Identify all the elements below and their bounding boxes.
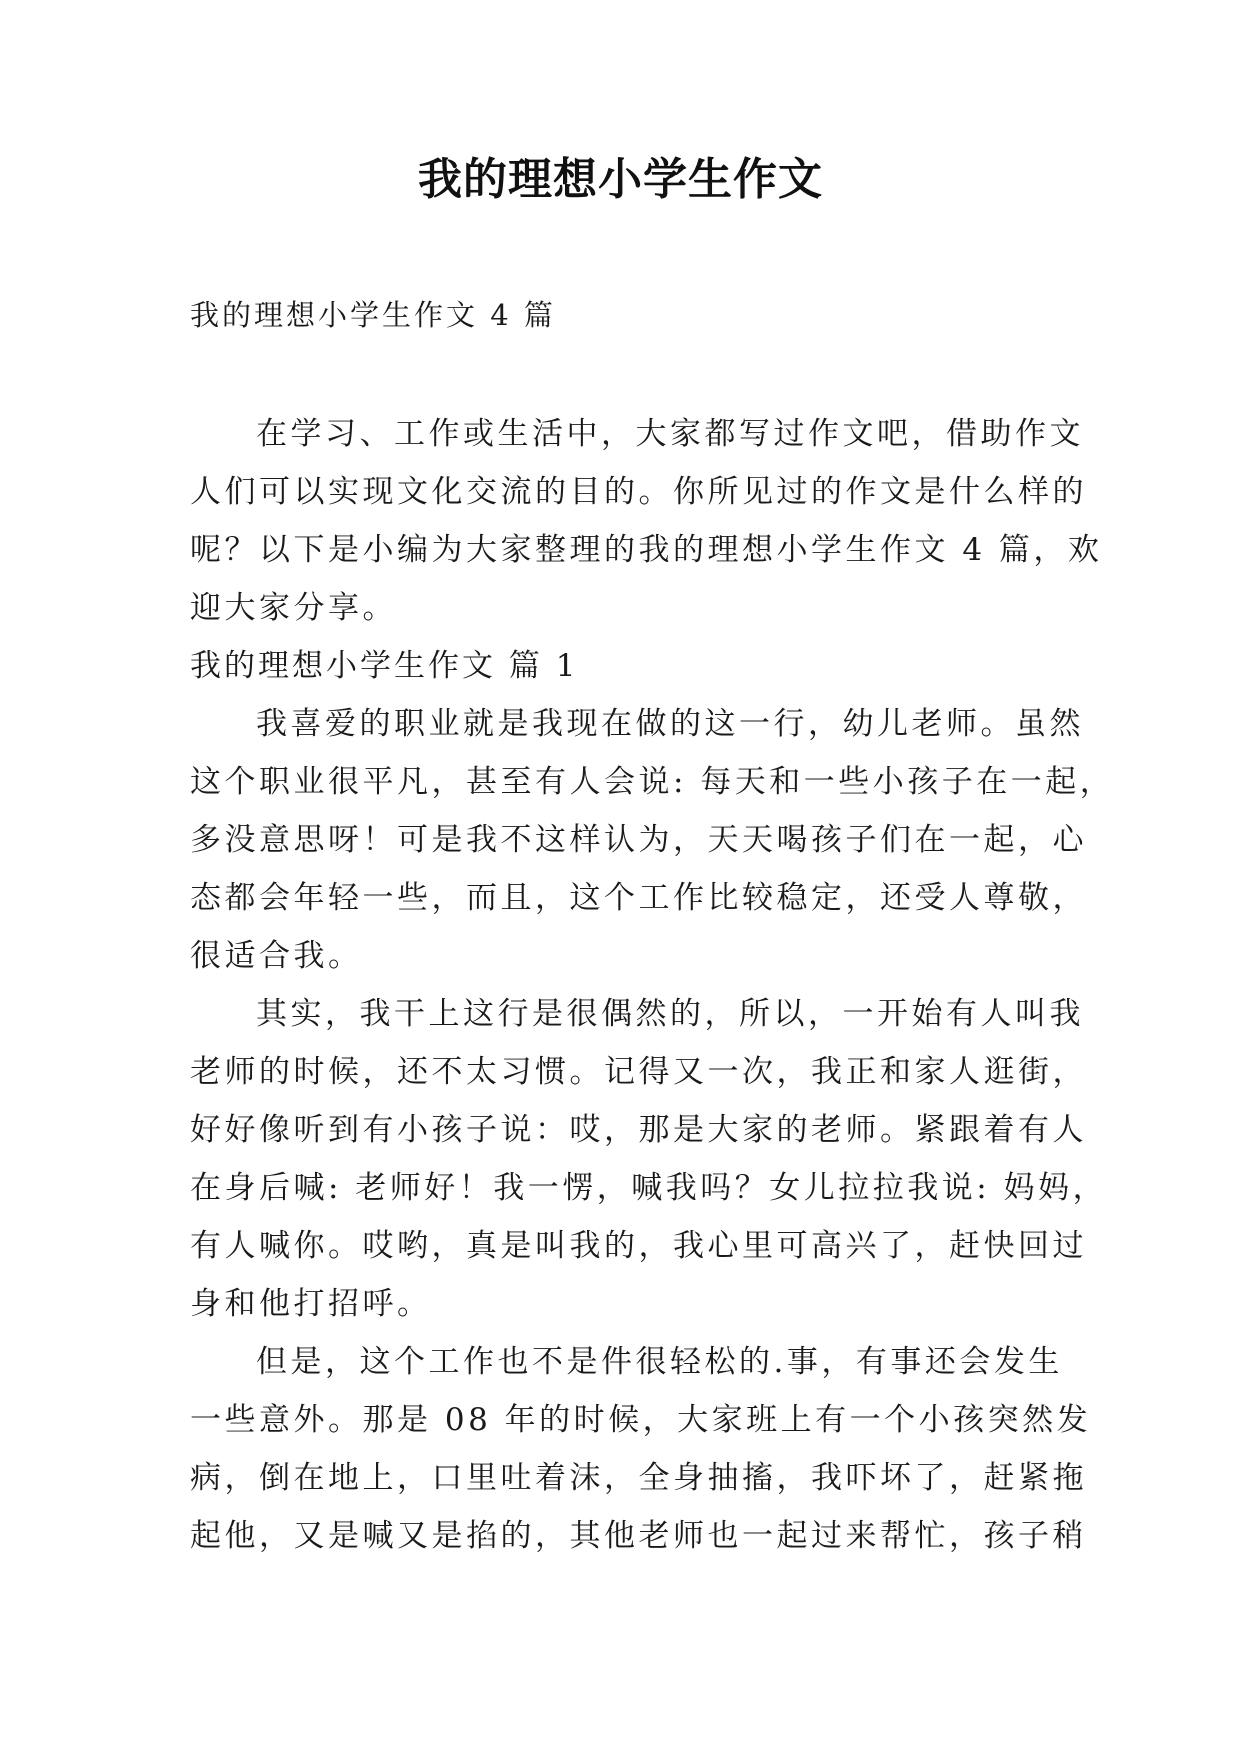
text-line: 这个职业很平凡，甚至有人会说: 每天和一些小孩子在一起， xyxy=(190,764,1115,800)
text-line: 身和他打招呼。 xyxy=(190,1286,432,1322)
text-line: 态都会年轻一些，而且，这个工作比较稳定，还受人尊敬， xyxy=(190,880,1087,916)
text-line: 一些意外。那是 08 年的时候，大家班上有一个小孩突然发 xyxy=(190,1402,1092,1438)
text-line: 但是，这个工作也不是件很轻松的.事，有事还会发生 xyxy=(256,1344,1063,1380)
text-line: 其实，我干上这行是很偶然的，所以，一开始有人叫我 xyxy=(256,996,1084,1032)
document-body xyxy=(190,405,1115,1565)
text-line: 起他，又是喊又是掐的，其他老师也一起过来帮忙，孩子稍 xyxy=(190,1518,1087,1554)
text-line: 在学习、工作或生活中，大家都写过作文吧，借助作文 xyxy=(256,416,1084,452)
text-line: 在身后喊: 老师好！我一愣，喊我吗？女儿拉拉我说: 妈妈， xyxy=(190,1170,1108,1206)
document-title: 我的理想小学生作文 xyxy=(418,154,823,205)
text-line: 有人喊你。哎哟，真是叫我的，我心里可高兴了，赶快回过 xyxy=(190,1228,1087,1264)
text-line: 很适合我。 xyxy=(190,938,363,974)
text-line: 多没意思呀！可是我不这样认为，天天喝孩子们在一起，心 xyxy=(190,822,1087,858)
text-line: 病，倒在地上，口里吐着沫，全身抽搐，我吓坏了，赶紧拖 xyxy=(190,1460,1087,1496)
text-line: 呢？以下是小编为大家整理的我的理想小学生作文 4 篇，欢 xyxy=(190,532,1103,568)
section-heading: 我的理想小学生作文 篇 1 xyxy=(190,648,579,684)
text-line: 好好像听到有小孩子说：哎，那是大家的老师。紧跟着有人 xyxy=(190,1112,1087,1148)
document-subtitle: 我的理想小学生作文 4 篇 xyxy=(190,298,556,332)
text-line: 老师的时候，还不太习惯。记得又一次，我正和家人逛街， xyxy=(190,1054,1087,1090)
text-line: 我喜爱的职业就是我现在做的这一行，幼儿老师。虽然 xyxy=(256,706,1084,742)
text-line: 人们可以实现文化交流的目的。你所见过的作文是什么样的 xyxy=(190,474,1087,510)
text-line: 迎大家分享。 xyxy=(190,590,397,626)
